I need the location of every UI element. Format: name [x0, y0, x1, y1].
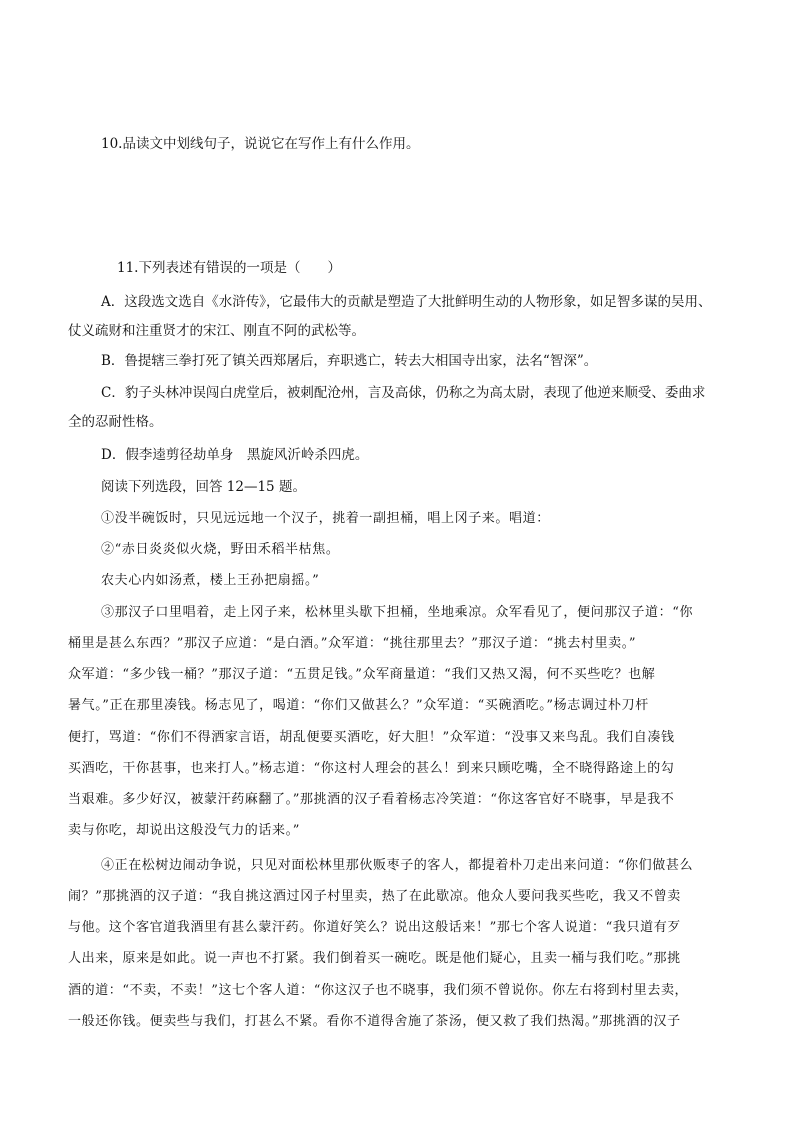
- option-c-line-2: 全的忍耐性格。: [68, 414, 163, 430]
- paragraph-3-line-5: 便打，骂道：“你们不得洒家言语，胡乱便要买酒吃，好大胆！”众军道：“没事又来鸟乱。我们自凑钱: [68, 730, 675, 745]
- paragraph-4-line-3: 与他。这个客官道我酒里有甚么蒙汗药。你道好笑么？说出这般话来！”那七个客人说道：“我只道有歹: [68, 920, 681, 935]
- paragraph-3-line-8: 卖与你吃，却说出这般没气力的话来。”: [68, 823, 300, 838]
- paragraph-3-line-2: 桶里是甚么东西？”那汉子应道：“是白酒。”众军道：“挑往那里去？”那汉子道：“挑去村里卖。”: [68, 636, 637, 651]
- paragraph-4-line-4: 人出来，原来是如此。说一声也不打紧。我们倒着买一碗吃。既是他们疑心，且卖一桶与我们吃。”那挑: [68, 951, 681, 966]
- question-11-stem: 11.下列表述有错误的一项是（ ）: [117, 260, 341, 276]
- paragraph-4-line-6: 一般还你钱。便卖些与我们，打甚么不紧。看你不道得舍施了茶汤，便又救了我们热渴。”那挑酒的汉子: [68, 1014, 681, 1029]
- paragraph-1: ①没半碗饭时，只见远远地一个汉子，挑着一副担桶，唱上冈子来。唱道：: [101, 511, 550, 526]
- paragraph-3-line-4: 暑气。”正在那里凑钱。杨志见了，喝道：“你们又做甚么？”众军道：“买碗酒吃。”杨志调过朴刀杆: [68, 698, 649, 713]
- option-a-line-2: 仗义疏财和注重贤才的宋江、刚直不阿的武松等。: [68, 323, 365, 339]
- option-d: D．假李逵剪径劫单身 黑旋风沂岭杀四虎。: [101, 447, 369, 463]
- paragraph-3-line-1: ③那汉子口里唱着，走上冈子来，松林里头歇下担桶，坐地乘凉。众军看见了，便问那汉子道：“你: [101, 605, 694, 620]
- reading-intro: 阅读下列选段，回答 12—15 题。: [101, 479, 306, 495]
- option-a-line-1: A．这段选文选自《水浒传》，它最伟大的贡献是塑造了大批鲜明生动的人物形象，如足智多谋的吴用、: [101, 294, 712, 310]
- option-c-line-1: C．豹子头林冲误闯白虎堂后，被刺配沧州，言及高俅，仍称之为高太尉，表现了他逆来顺受、委曲求: [101, 385, 706, 401]
- paragraph-4-line-1: ④正在松树边闹动争说，只见对面松林里那伙贩枣子的客人，都提着朴刀走出来问道：“你们做甚么: [101, 858, 694, 873]
- paragraph-3-line-6: 买酒吃，干你甚事，也来打人。”杨志道：“你这村人理会的甚么！到来只顾吃嘴，全不晓得路途上的勾: [68, 761, 675, 776]
- option-b: B．鲁提辖三拳打死了镇关西郑屠后，弃职逃亡，转去大相国寺出家，法名“智深”。: [101, 353, 598, 369]
- paragraph-4-line-2: 闹？”那挑酒的汉子道：“我自挑这酒过冈子村里卖，热了在此歇凉。他众人要问我买些吃，我又不曾卖: [68, 889, 681, 904]
- paragraph-2-line-1: ②“赤日炎炎似火烧，野田禾稻半枯焦。: [101, 542, 340, 557]
- paragraph-2-line-2: 农夫心内如汤煮，楼上王孙把扇摇。”: [101, 573, 320, 588]
- paragraph-3-line-7: 当艰难。多少好汉，被蒙汗药麻翻了。”那挑酒的汉子看着杨志冷笑道：“你这客官好不晓事，早是我不: [68, 792, 675, 807]
- paragraph-3-line-3: 众军道：“多少钱一桶？”那汉子道：“五贯足钱。”众军商量道：“我们又热又渴，何不买些吃？也解: [68, 667, 656, 682]
- paragraph-4-line-5: 酒的道：“不卖，不卖！”这七个客人道：“你这汉子也不晓事，我们须不曾说你。你左右将到村里去卖，: [68, 983, 689, 998]
- question-10: 10.品读文中划线句子，说说它在写作上有什么作用。: [101, 136, 420, 152]
